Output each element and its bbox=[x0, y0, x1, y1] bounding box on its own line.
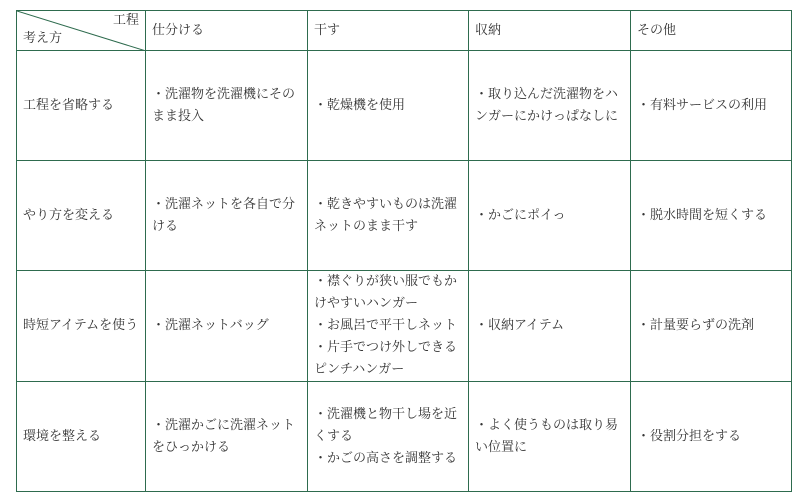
list-item: ・かごにポイっ bbox=[475, 207, 566, 223]
table-wrapper bbox=[16, 10, 792, 492]
row-header: 環境を整える bbox=[17, 382, 146, 492]
row-header: やり方を変える bbox=[17, 161, 146, 271]
list-item: ・取り込んだ洗濯物をハンガーにかけっぱなしに bbox=[475, 86, 619, 124]
table-cell bbox=[469, 51, 631, 161]
bullet-list bbox=[152, 84, 301, 128]
table-cell bbox=[631, 51, 792, 161]
corner-cell bbox=[17, 11, 146, 51]
table-cell bbox=[146, 51, 308, 161]
table-cell bbox=[146, 161, 308, 271]
table-cell bbox=[469, 271, 631, 382]
corner-approach-label: 考え方 bbox=[23, 31, 63, 46]
table-row bbox=[17, 382, 792, 492]
table-cell bbox=[469, 382, 631, 492]
list-item: ・収納アイテム bbox=[475, 318, 565, 333]
list-item: ・よく使うものは取り易い位置に bbox=[475, 417, 619, 455]
bullet-list bbox=[637, 426, 785, 448]
list-item: ・洗濯かごに洗濯ネットをひっかける bbox=[152, 417, 296, 455]
table-cell bbox=[146, 382, 308, 492]
table-row bbox=[17, 51, 792, 161]
list-item: ・乾燥機を使用 bbox=[314, 97, 406, 113]
bullet-list bbox=[475, 315, 624, 337]
list-item: ・かごの高さを調整する bbox=[314, 450, 458, 466]
table-cell bbox=[308, 271, 469, 382]
list-item: ・襟ぐりが狭い服でもかけやすいハンガー bbox=[314, 274, 458, 311]
column-header: その他 bbox=[631, 11, 792, 51]
table-cell bbox=[631, 161, 792, 271]
bullet-list bbox=[314, 194, 462, 238]
corner-process-label: 工程 bbox=[112, 13, 139, 28]
list-item: ・洗濯ネットを各自で分ける bbox=[152, 196, 296, 234]
table-cell bbox=[631, 271, 792, 382]
row-header: 時短アイテムを使う bbox=[17, 271, 146, 382]
table-cell bbox=[308, 51, 469, 161]
table-cell bbox=[631, 382, 792, 492]
bullet-list bbox=[475, 205, 624, 227]
bullet-list bbox=[152, 194, 301, 238]
bullet-list bbox=[314, 404, 462, 470]
bullet-list bbox=[637, 315, 785, 337]
matrix-table bbox=[16, 10, 792, 492]
bullet-list bbox=[152, 315, 301, 337]
bullet-list bbox=[152, 415, 301, 459]
list-item: ・計量要らずの洗剤 bbox=[637, 318, 755, 333]
table-cell bbox=[469, 161, 631, 271]
list-item: ・洗濯機と物干し場を近くする bbox=[314, 406, 458, 444]
list-item: ・脱水時間を短くする bbox=[637, 207, 768, 223]
list-item: ・お風呂で平干しネット bbox=[314, 318, 458, 333]
column-header: 収納 bbox=[469, 11, 631, 51]
table-row bbox=[17, 271, 792, 382]
bullet-list bbox=[637, 205, 785, 227]
column-header: 干す bbox=[308, 11, 469, 51]
list-item: ・乾きやすいものは洗濯ネットのまま干す bbox=[314, 196, 458, 234]
table-cell bbox=[308, 382, 469, 492]
list-item: ・片手でつけ外しできるピンチハンガー bbox=[314, 340, 458, 377]
bullet-list bbox=[637, 95, 785, 117]
row-header: 工程を省略する bbox=[17, 51, 146, 161]
list-item: ・役割分担をする bbox=[637, 428, 742, 444]
header-row bbox=[17, 11, 792, 51]
table-cell bbox=[146, 271, 308, 382]
list-item: ・洗濯ネットバッグ bbox=[152, 318, 269, 333]
list-item: ・洗濯物を洗濯機にそのまま投入 bbox=[152, 86, 296, 124]
list-item: ・有料サービスの利用 bbox=[637, 97, 768, 113]
bullet-list bbox=[314, 95, 462, 117]
table-row bbox=[17, 161, 792, 271]
bullet-list bbox=[475, 84, 624, 128]
table-cell bbox=[308, 161, 469, 271]
column-header: 仕分ける bbox=[146, 11, 308, 51]
bullet-list bbox=[475, 415, 624, 459]
bullet-list bbox=[314, 271, 462, 381]
